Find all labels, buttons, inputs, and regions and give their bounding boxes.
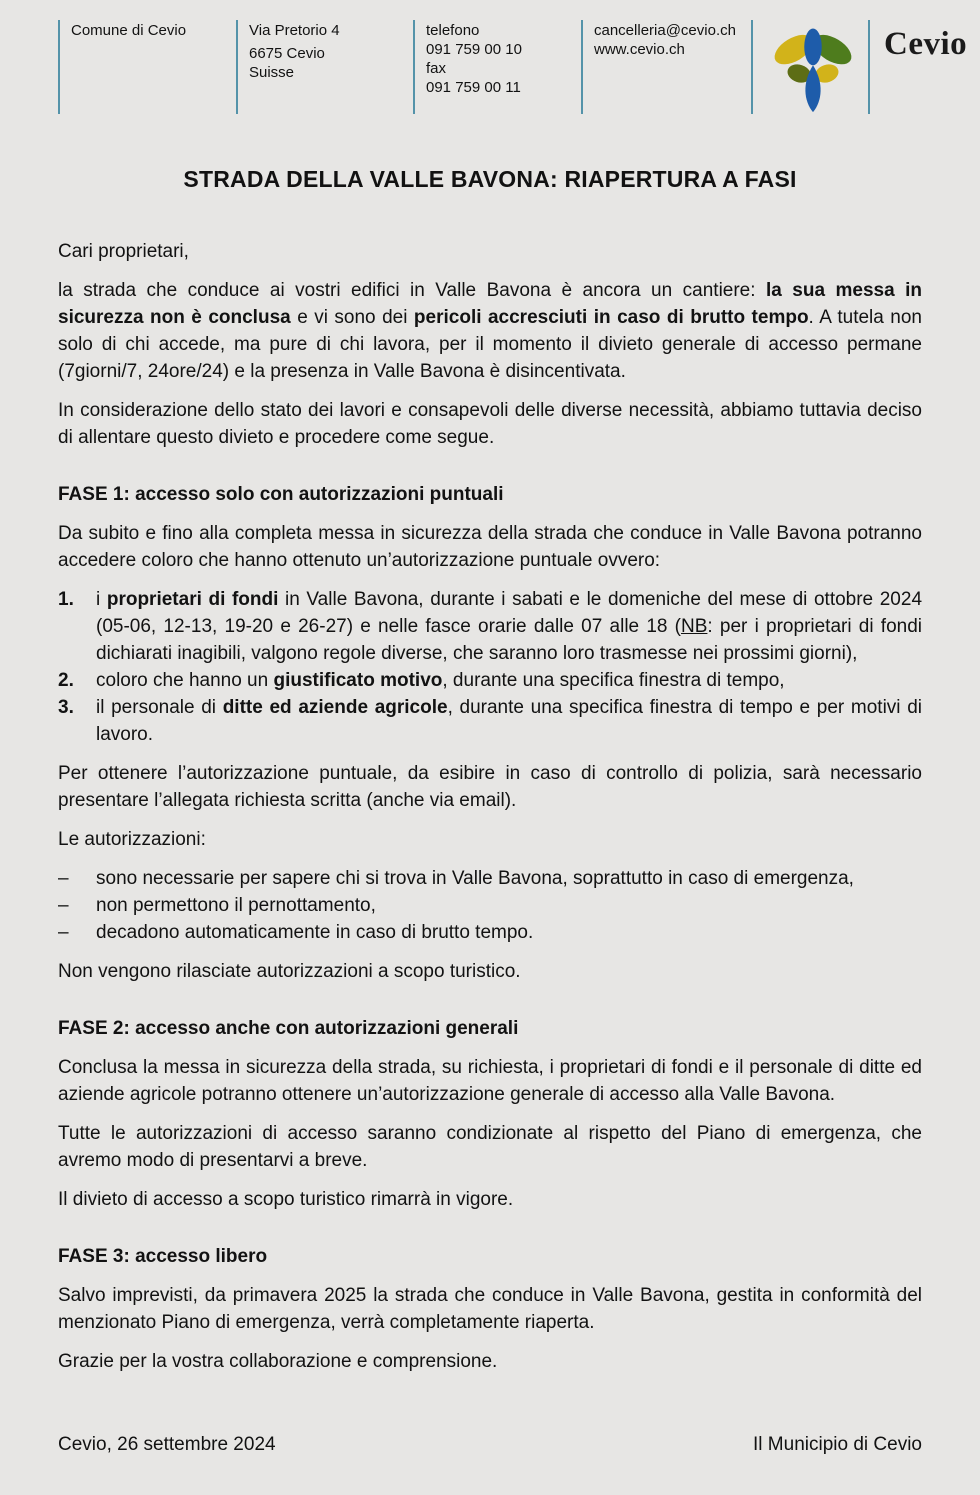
dash-item-1 xyxy=(58,865,922,892)
letterhead-org-column xyxy=(58,20,236,114)
list-item-3 xyxy=(58,694,922,748)
paragraph-intro xyxy=(58,277,922,385)
footer-signature: Il Municipio di Cevio xyxy=(753,1434,922,1455)
fase2-paragraph-3: Il divieto di accesso a scopo turistico rimarrà in vigore. xyxy=(58,1189,514,1210)
email-address: cancelleria@cevio.ch xyxy=(594,22,736,39)
text-run-bold: ditte ed aziende agricole xyxy=(222,697,448,718)
dash-item-3 xyxy=(58,919,922,946)
flower-logo-icon xyxy=(765,22,861,114)
fase3-paragraph-1: Salvo imprevisti, da primavera 2025 la strada che conduce in Valle Bavona, gestita in conformità del menzionato Piano di emergenza, verrà completamente riaperta. xyxy=(58,1285,922,1333)
fase3-paragraph-2: Grazie per la vostra collaborazione e comprensione. xyxy=(58,1351,498,1372)
dash-item-text: decadono automaticamente in caso di brutto tempo. xyxy=(96,922,534,943)
letter-body xyxy=(58,238,922,1458)
list-number: 2. xyxy=(58,670,74,691)
list-item-text xyxy=(96,694,922,748)
fax-label: fax xyxy=(426,60,447,77)
letterhead-address-column xyxy=(236,20,413,114)
dash-marker: – xyxy=(58,868,69,889)
salutation: Cari proprietari, xyxy=(58,241,189,262)
text-run-bold: la sua messa in sicurezza non è conclusa xyxy=(58,280,922,328)
text-run: i xyxy=(96,589,107,610)
list-item-2 xyxy=(58,667,922,694)
dash-item-text: sono necessarie per sapere chi si trova in Valle Bavona, soprattutto in caso di emergenza, xyxy=(96,868,854,889)
letter-footer xyxy=(58,1431,922,1458)
dash-marker: – xyxy=(58,922,69,943)
fase1-ordered-list xyxy=(58,586,922,748)
brand-wordmark: Cevio xyxy=(884,26,968,62)
text-run: . A tutela non solo di chi accede, ma pure di chi lavora, per il momento il divieto generale di accesso permane (7giorni/7, 24ore/24) e la presenza in Valle Bavona è disincentivata. xyxy=(58,307,922,382)
fase2-heading: FASE 2: accesso anche con autorizzazioni generali xyxy=(58,1018,519,1039)
text-run: il personale di xyxy=(96,697,223,718)
authorizations-label: Le autorizzazioni: xyxy=(58,829,206,850)
fase2-paragraph-1: Conclusa la messa in sicurezza della strada, su richiesta, i proprietari di fondi e il personale di ditte ed aziende agricole potranno ottenere un’autorizzazione generale di accesso alla Valle Bavona. xyxy=(58,1057,922,1105)
fase3-heading: FASE 3: accesso libero xyxy=(58,1246,268,1267)
phone-label: telefono xyxy=(426,22,480,39)
text-run: la strada che conduce ai vostri edifici in Valle Bavona è ancora un cantiere: xyxy=(58,280,766,301)
org-name: Comune di Cevio xyxy=(71,22,187,39)
text-run: , durante una specifica finestra di tempo, xyxy=(442,670,785,691)
list-number: 1. xyxy=(58,589,74,610)
text-run-bold: giustificato motivo xyxy=(273,670,443,691)
address-city: 6675 Cevio xyxy=(249,45,325,62)
website-url: www.cevio.ch xyxy=(594,41,685,58)
text-run-bold: proprietari di fondi xyxy=(106,589,279,610)
text-run-bold: pericoli accresciuti in caso di brutto tempo xyxy=(413,307,809,328)
phone-number: 091 759 00 10 xyxy=(426,41,522,58)
letterhead-brand-column xyxy=(868,20,967,114)
letterhead-phone-column xyxy=(413,20,581,114)
fax-number: 091 759 00 11 xyxy=(426,79,521,96)
letterhead xyxy=(58,20,968,114)
fase1-intro: Da subito e fino alla completa messa in sicurezza della strada che conduce in Valle Bavona potranno accedere coloro che hanno ottenuto un’autorizzazione puntuale ovvero: xyxy=(58,523,922,571)
letterhead-contact-column xyxy=(581,20,751,114)
no-tourist-paragraph: Non vengono rilasciate autorizzazioni a scopo turistico. xyxy=(58,961,521,982)
list-item-text xyxy=(96,667,922,694)
list-item-text xyxy=(96,586,922,667)
text-run: e vi sono dei xyxy=(290,307,414,328)
page-title: STRADA DELLA VALLE BAVONA: RIAPERTURA A FASI xyxy=(183,166,797,192)
paragraph-consideration: In considerazione dello stato dei lavori e consapevoli delle diverse necessità, abbiamo tuttavia deciso di allentare questo divieto e procedere come segue. xyxy=(58,400,922,448)
letterhead-logo-column xyxy=(751,20,868,114)
fase2-paragraph-2: Tutte le autorizzazioni di accesso saranno condizionate al rispetto del Piano di emergenza, che avremo modo di presentarvi a breve. xyxy=(58,1123,922,1171)
text-run: , durante una specifica finestra di tempo e per motivi di lavoro. xyxy=(96,697,922,745)
authorizations-dash-list xyxy=(58,865,922,946)
dash-marker: – xyxy=(58,895,69,916)
fase1-heading: FASE 1: accesso solo con autorizzazioni puntuali xyxy=(58,484,504,505)
address-street: Via Pretorio 4 xyxy=(249,22,340,39)
address-country: Suisse xyxy=(249,64,295,81)
list-item-1 xyxy=(58,586,922,667)
dash-item-text: non permettono il pernottamento, xyxy=(96,895,376,916)
fase1-authorization-paragraph: Per ottenere l’autorizzazione puntuale, da esibire in caso di controllo di polizia, sarà necessario presentare l’allegata richiesta scritta (anche via email). xyxy=(58,763,922,811)
footer-place-date: Cevio, 26 settembre 2024 xyxy=(58,1434,276,1455)
text-run: in Valle Bavona, durante i sabati e le domeniche del mese di ottobre 2024 (05-06, 12-13, 19-20 e 26-27) e nelle fasce orarie dalle 07 alle 18 ( xyxy=(96,589,923,637)
list-number: 3. xyxy=(58,697,74,718)
dash-item-2 xyxy=(58,892,922,919)
text-run: coloro che hanno un xyxy=(96,670,274,691)
text-run: : per i proprietari di fondi dichiarati inagibili, valgono regole diverse, che saranno loro trasmesse nei prossimi giorni), xyxy=(96,616,922,664)
text-run-underline: NB xyxy=(681,616,708,637)
